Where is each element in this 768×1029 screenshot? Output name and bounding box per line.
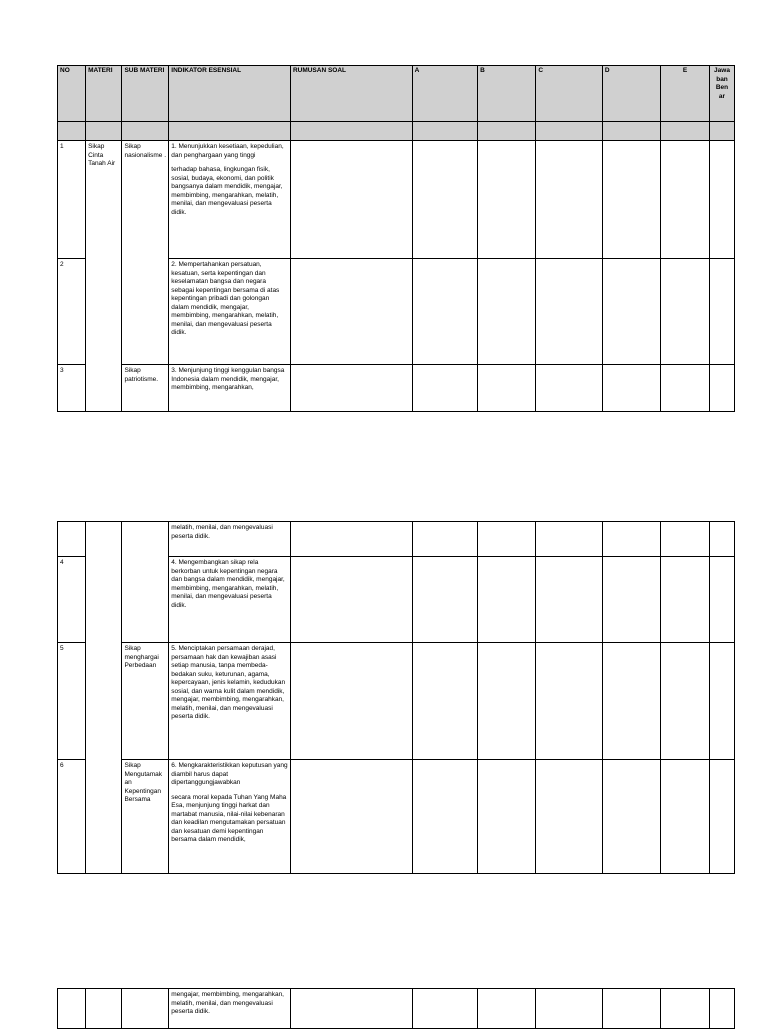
option-a-cell[interactable]	[412, 989, 478, 1029]
table-row	[58, 141, 735, 259]
answer-cell[interactable]	[710, 760, 735, 874]
sub-materi-cell: Sikap Mengutamak an Kepentingan Bersama	[122, 760, 169, 874]
option-a-cell[interactable]	[412, 259, 478, 365]
header-sub-materi: SUB MATERI	[122, 66, 169, 122]
header-option-c: C	[536, 66, 603, 122]
option-a-cell[interactable]	[412, 643, 478, 760]
option-c-cell[interactable]	[536, 557, 603, 643]
table-row	[58, 989, 735, 1029]
rumusan-soal-cell[interactable]	[290, 522, 412, 557]
rumusan-soal-cell[interactable]	[290, 989, 412, 1029]
materi-cell	[86, 365, 122, 412]
row-number	[58, 522, 86, 557]
materi-cell	[86, 989, 122, 1029]
option-e-cell[interactable]	[661, 557, 710, 643]
header-option-d: D	[602, 66, 660, 122]
sub-materi-cell: Sikap nasionalisme .	[122, 141, 169, 259]
indikator-text: 6. Mengkarakteristikkan keputusan yang diambil harus dapat dipertanggungjawabkan	[171, 762, 288, 786]
indikator-cell: 3. Menjunjung tinggi kenggulan bangsa Indonesia dalam mendidik, mengajar, membimbing, mengarahkan,	[169, 365, 291, 412]
indikator-text-continued: terhadap bahasa, lingkungan fisik, sosial, budaya, ekonomi, dan politik bangsanya dalam mendidik, mengajar, membimbing, mengarahkan, melatih, menilai, dan mengevaluasi peserta didik.	[171, 166, 283, 216]
row-number: 6	[58, 760, 86, 874]
option-c-cell[interactable]	[536, 259, 603, 365]
materi-cell	[86, 259, 122, 365]
indikator-cell	[169, 760, 291, 874]
header-rumusan-soal: RUMUSAN SOAL	[290, 66, 412, 122]
sub-materi-cell: Sikap menghargai Perbedaan	[122, 643, 169, 760]
answer-cell[interactable]	[710, 989, 735, 1029]
indikator-cell: 2. Mempertahankan persatuan, kesatuan, serta kepentingan dan keselamatan bangsa dan negara sebagai kepentingan bersama di atas kepentingan pribadi dan golongan dalam mendidik, mengajar, membimbing, mengarahkan, melatih, menilai, dan mengevaluasi peserta didik.	[169, 259, 291, 365]
option-b-cell[interactable]	[478, 989, 536, 1029]
header-row	[58, 66, 735, 122]
header-materi: MATERI	[86, 66, 122, 122]
kisi-kisi-table-page-2	[57, 521, 735, 874]
sub-materi-cell	[122, 989, 169, 1029]
row-number: 1	[58, 141, 86, 259]
materi-cell	[86, 557, 122, 643]
option-a-cell[interactable]	[412, 141, 478, 259]
option-e-cell[interactable]	[661, 365, 710, 412]
header-option-b: B	[478, 66, 536, 122]
answer-cell[interactable]	[710, 557, 735, 643]
option-e-cell[interactable]	[661, 760, 710, 874]
kisi-kisi-table-page-3	[57, 988, 735, 1029]
materi-cell	[86, 643, 122, 760]
header-jawaban-benar: Jawa ban Ben ar	[710, 66, 735, 122]
sub-materi-cell	[122, 259, 169, 365]
option-b-cell[interactable]	[478, 259, 536, 365]
option-e-cell[interactable]	[661, 989, 710, 1029]
option-d-cell[interactable]	[602, 643, 660, 760]
option-e-cell[interactable]	[661, 643, 710, 760]
materi-cell: Sikap Cinta Tanah Air	[86, 141, 122, 259]
option-d-cell[interactable]	[602, 259, 660, 365]
row-number	[58, 989, 86, 1029]
row-number: 3	[58, 365, 86, 412]
option-c-cell[interactable]	[536, 760, 603, 874]
header-no: NO	[58, 66, 86, 122]
grey-spacer-row	[58, 122, 735, 141]
rumusan-soal-cell[interactable]	[290, 760, 412, 874]
option-c-cell[interactable]	[536, 365, 603, 412]
header-option-a: A	[412, 66, 478, 122]
table-row	[58, 557, 735, 643]
option-d-cell[interactable]	[602, 557, 660, 643]
header-indikator-esensial: INDIKATOR ESENSIAL	[169, 66, 291, 122]
indikator-cell: melatih, menilai, dan mengevaluasi peserta didik.	[169, 522, 291, 557]
option-d-cell[interactable]	[602, 141, 660, 259]
option-c-cell[interactable]	[536, 141, 603, 259]
rumusan-soal-cell[interactable]	[290, 141, 412, 259]
indikator-text: 1. Menunjukkan kesetiaan, kepedulian, dan penghargaan yang tinggi	[171, 143, 284, 159]
option-c-cell[interactable]	[536, 522, 603, 557]
option-c-cell[interactable]	[536, 989, 603, 1029]
option-d-cell[interactable]	[602, 365, 660, 412]
option-b-cell[interactable]	[478, 141, 536, 259]
option-b-cell[interactable]	[478, 522, 536, 557]
rumusan-soal-cell[interactable]	[290, 557, 412, 643]
indikator-text-continued: secara moral kepada Tuhan Yang Maha Esa, menjunjung tinggi harkat dan martabat manusia, nilai-nilai kebenaran dan keadilan mengutamakan persatuan dan kesatuan demi kepentingan bersama dalam mendidik,	[171, 793, 287, 843]
answer-cell[interactable]	[710, 643, 735, 760]
table-row	[58, 643, 735, 760]
sub-materi-cell	[122, 522, 169, 557]
option-d-cell[interactable]	[602, 989, 660, 1029]
answer-cell[interactable]	[710, 259, 735, 365]
sub-materi-cell: Sikap patriotisme.	[122, 365, 169, 412]
table-row	[58, 259, 735, 365]
materi-cell	[86, 760, 122, 874]
option-b-cell[interactable]	[478, 760, 536, 874]
indikator-cell: mengajar, membimbing, mengarahkan, melatih, menilai, dan mengevaluasi peserta didik.	[169, 989, 291, 1029]
option-d-cell[interactable]	[602, 522, 660, 557]
option-b-cell[interactable]	[478, 365, 536, 412]
answer-cell[interactable]	[710, 522, 735, 557]
option-d-cell[interactable]	[602, 760, 660, 874]
table-row	[58, 760, 735, 874]
sub-materi-cell	[122, 557, 169, 643]
row-number: 4	[58, 557, 86, 643]
option-e-cell[interactable]	[661, 259, 710, 365]
option-b-cell[interactable]	[478, 557, 536, 643]
answer-cell[interactable]	[710, 141, 735, 259]
rumusan-soal-cell[interactable]	[290, 365, 412, 412]
answer-cell[interactable]	[710, 365, 735, 412]
indikator-cell: 5. Menciptakan persamaan derajad, persamaan hak dan kewajiban asasi setiap manusia, tanpa membeda- bedakan suku, keturunan, agama, kepercayaan, jenis kelamin, kedudukan sosial, dan warna kulit dalam mendidik, mengajar, membimbing, mengarahkan, melatih, menilai, dan mengevaluasi peserta didik.	[169, 643, 291, 760]
option-e-cell[interactable]	[661, 141, 710, 259]
indikator-cell: 4. Mengembangkan sikap rela berkorban untuk kepentingan negara dan bangsa dalam mendidik, mengajar, membimbing, mengarahkan, melatih, menilai, dan mengevaluasi peserta didik.	[169, 557, 291, 643]
option-a-cell[interactable]	[412, 760, 478, 874]
option-a-cell[interactable]	[412, 557, 478, 643]
option-a-cell[interactable]	[412, 522, 478, 557]
table-row	[58, 365, 735, 412]
indikator-cell	[169, 141, 291, 259]
table-row	[58, 522, 735, 557]
header-option-e: E	[661, 66, 710, 122]
rumusan-soal-cell[interactable]	[290, 643, 412, 760]
option-c-cell[interactable]	[536, 643, 603, 760]
option-e-cell[interactable]	[661, 522, 710, 557]
row-number: 2	[58, 259, 86, 365]
kisi-kisi-table-page-1	[57, 65, 735, 412]
option-b-cell[interactable]	[478, 643, 536, 760]
row-number: 5	[58, 643, 86, 760]
option-a-cell[interactable]	[412, 365, 478, 412]
rumusan-soal-cell[interactable]	[290, 259, 412, 365]
materi-cell	[86, 522, 122, 557]
